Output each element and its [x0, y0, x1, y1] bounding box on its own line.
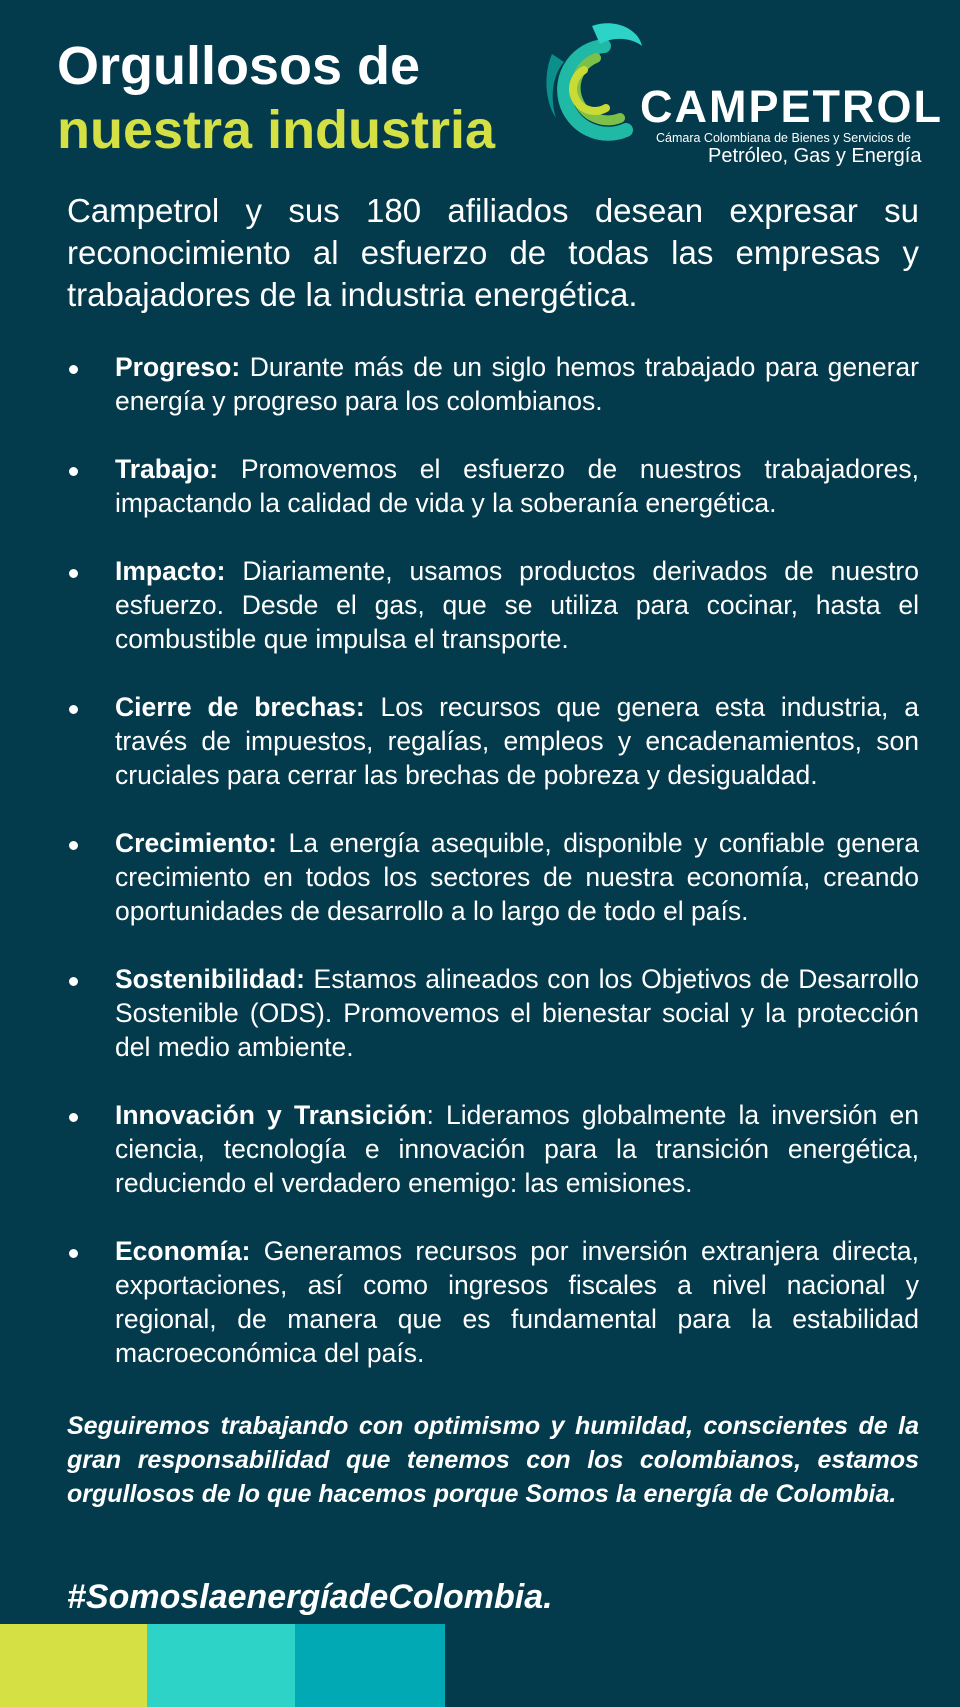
bullet-text: Diariamente, usamos productos derivados de nuestro esfuerzo. Desde el gas, que se utiliza para cocinar, hasta el combustible que impulsa el transporte. — [115, 556, 919, 654]
list-item — [0, 350, 960, 418]
list-item — [0, 452, 960, 520]
bullet-text: Los recursos que genera esta industria, a través de impuestos, regalías, empleos y encadenamientos, son cruciales para cerrar las brechas de pobreza y desigualdad. — [115, 692, 920, 790]
bullet-text: Durante más de un siglo hemos trabajado para generar energía y progreso para los colombianos. — [115, 352, 919, 416]
footer-color-bar-teal — [295, 1624, 445, 1707]
bullet-dot-icon — [69, 467, 78, 476]
footer-color-bar-lime — [0, 1624, 147, 1707]
bullet-term: Sostenibilidad: — [115, 964, 305, 994]
bullet-dot-icon — [69, 841, 78, 850]
list-item — [0, 1234, 960, 1370]
logo-subtitle-line2: Petróleo, Gas y Energía — [708, 145, 922, 167]
bullet-dot-icon — [69, 1249, 78, 1258]
bullet-term: Trabajo: — [115, 454, 219, 484]
intro-paragraph: Campetrol y sus 180 afiliados desean expresar su reconocimiento al esfuerzo de todas las empresas y trabajadores de la industria energética. — [67, 192, 919, 313]
campetrol-c-logo-icon — [534, 18, 654, 158]
list-item — [0, 962, 960, 1064]
bullet-term: Economía: — [115, 1236, 251, 1266]
bullet-term: Crecimiento: — [115, 828, 277, 858]
bullet-dot-icon — [69, 569, 78, 578]
list-item — [0, 1098, 960, 1200]
footer-color-bar-turquoise — [147, 1624, 295, 1707]
bullet-dot-icon — [69, 705, 78, 714]
hashtag: #SomoslaenergíadeColombia. — [67, 1578, 553, 1616]
bullet-list — [0, 350, 960, 1404]
list-item — [0, 826, 960, 928]
bullet-dot-icon — [69, 977, 78, 986]
bullet-dot-icon — [69, 1113, 78, 1122]
bullet-term: Progreso: — [115, 352, 241, 382]
list-item — [0, 690, 960, 792]
logo-subtitle-line1: Cámara Colombiana de Bienes y Servicios de — [656, 131, 911, 145]
bullet-term: Impacto: — [115, 556, 226, 586]
header — [0, 0, 960, 175]
bullet-term: Innovación y Transición — [115, 1100, 427, 1130]
logo-wordmark: CAMPETROL — [640, 81, 943, 132]
list-item — [0, 554, 960, 656]
bullet-text: : Lideramos globalmente la inversión en ciencia, tecnología e innovación para la transición energética, reduciendo el verdadero enemigo: las emisiones. — [115, 1100, 919, 1198]
page-title-line2: nuestra industria — [57, 100, 496, 160]
closing-paragraph: Seguiremos trabajando con optimismo y humildad, conscientes de la gran responsabilidad que tenemos con los colombianos, estamos orgullosos de lo que hacemos porque Somos la energía de Colombia. — [67, 1412, 919, 1508]
bullet-term: Cierre de brechas: — [115, 692, 365, 722]
bullet-text: Generamos recursos por inversión extranjera directa, exportaciones, así como ingresos fiscales a nivel nacional y regional, de manera que es fundamental para la estabilidad macroeconómica del país. — [115, 1236, 919, 1368]
bullet-dot-icon — [69, 365, 78, 374]
campetrol-logo — [534, 18, 954, 167]
bullet-text: Estamos alineados con los Objetivos de Desarrollo Sostenible (ODS). Promovemos el bienestar social y la protección del medio ambiente. — [115, 964, 919, 1062]
bullet-text: La energía asequible, disponible y confiable genera crecimiento en todos los sectores de nuestra economía, creando oportunidades de desarrollo a lo largo de todo el país. — [115, 828, 919, 926]
page-title-line1: Orgullosos de — [57, 36, 421, 96]
bullet-text: Promovemos el esfuerzo de nuestros trabajadores, impactando la calidad de vida y la soberanía energética. — [115, 454, 919, 518]
